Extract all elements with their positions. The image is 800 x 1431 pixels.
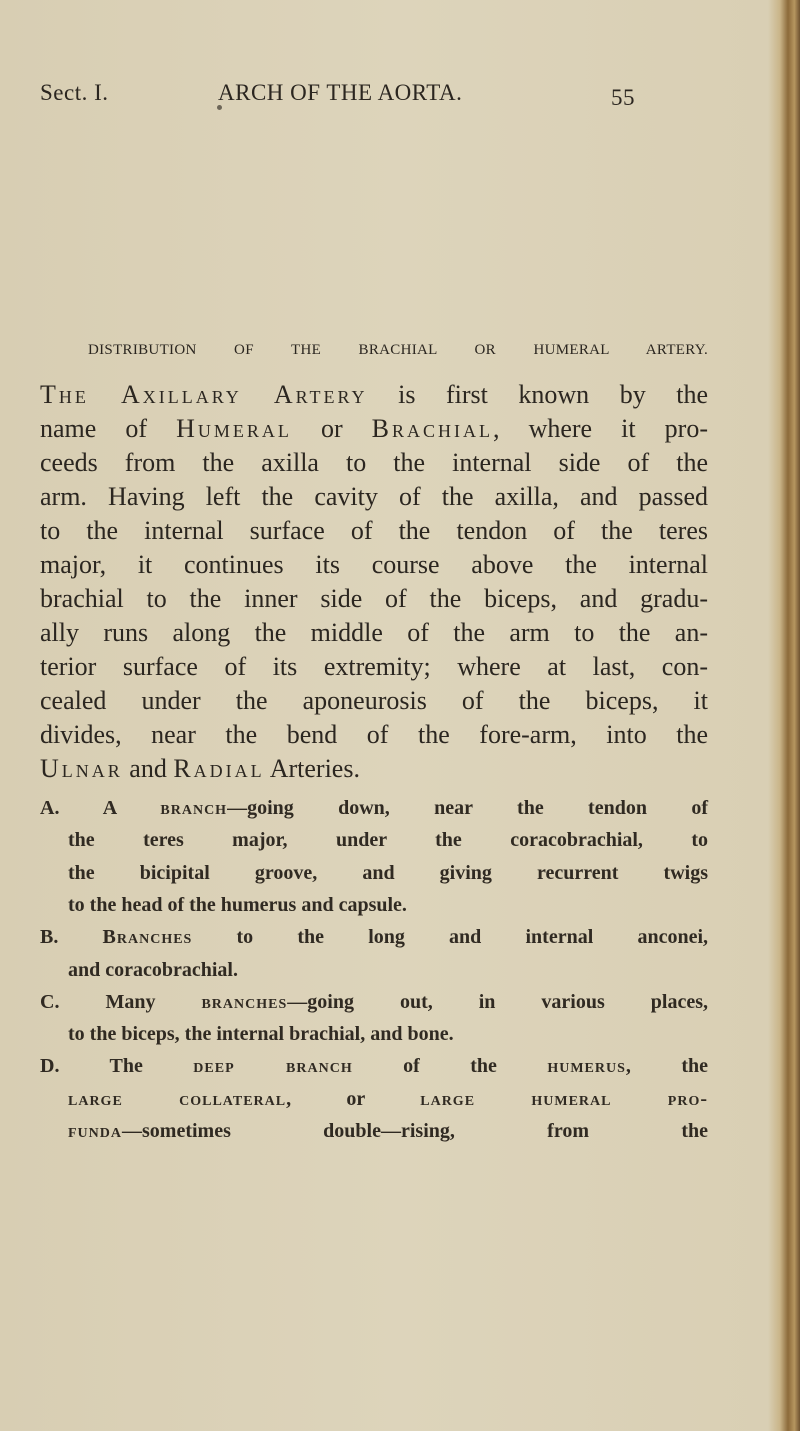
small-caps-term: large humeral pro- <box>420 1087 708 1110</box>
text-run: to the head of the humerus and capsule. <box>68 893 407 916</box>
list-item-a-line <box>40 797 708 820</box>
running-title: ARCH OF THE AORTA. <box>218 80 463 105</box>
small-caps-term: Humeral <box>176 414 292 443</box>
text-run: A. A <box>40 797 161 819</box>
list-item-d-line <box>68 1120 708 1143</box>
small-caps-term: humerus <box>547 1055 626 1078</box>
small-caps-term: The Axillary Artery <box>40 380 368 409</box>
text-run: the teres major, under the coracobrachial, to <box>68 829 708 852</box>
paragraph-line <box>40 482 708 512</box>
text-run: terior surface of its extremity; where at last, con- <box>40 652 708 681</box>
text-run: —sometimes double—rising, from the <box>122 1120 708 1142</box>
paragraph-line <box>40 720 708 750</box>
paragraph-line <box>40 380 708 410</box>
paragraph-line <box>40 686 708 716</box>
section-title: DISTRIBUTION OF THE BRACHIAL OR HUMERAL ARTERY. <box>88 342 708 358</box>
text-run: , or <box>286 1087 421 1110</box>
paragraph-line <box>40 516 708 546</box>
section-label: Sect. I. <box>40 80 109 105</box>
list-item-a-line <box>68 829 708 852</box>
small-caps-term: funda <box>68 1120 122 1142</box>
text-run: cealed under the aponeurosis of the biceps, it <box>40 686 708 715</box>
paragraph-line <box>40 584 708 614</box>
paragraph-line <box>40 754 708 784</box>
text-run: the bicipital groove, and giving recurrent twigs <box>68 861 708 884</box>
page-number: 55 <box>611 85 635 110</box>
list-item-d-line <box>40 1055 708 1078</box>
text-run: and <box>122 754 174 783</box>
text-run: or <box>291 414 372 443</box>
text-run: brachial to the inner side of the biceps, and gradu- <box>40 584 708 613</box>
small-caps-term: Brachial <box>371 414 494 443</box>
text-run: ally runs along the middle of the arm to the an- <box>40 618 708 647</box>
list-item-d-line <box>68 1088 708 1111</box>
text-run: —going down, near the tendon of <box>227 797 708 819</box>
list-item-b-line <box>68 959 708 982</box>
list-item-b-line <box>40 926 708 949</box>
text-run: of the <box>352 1055 548 1078</box>
small-caps-term: Radial <box>173 754 265 783</box>
text-run: to the biceps, the internal brachial, and bone. <box>68 1023 454 1046</box>
text-run: is first known by the <box>367 380 709 409</box>
list-item-a-line <box>68 894 708 917</box>
text-run: Arteries. <box>264 754 360 783</box>
text-run: arm. Having left the cavity of the axilla, and passed <box>40 482 708 511</box>
list-item-c-line <box>40 991 708 1014</box>
text-run: and coracobrachial. <box>68 958 238 981</box>
small-caps-term: branch <box>160 797 228 819</box>
text-run: , where it pro- <box>493 414 708 443</box>
small-caps-term: large collateral <box>68 1087 287 1110</box>
small-caps-term: Branches <box>102 926 193 949</box>
list-item-a-line <box>68 862 708 885</box>
text-run: D. The <box>40 1055 194 1078</box>
small-caps-term: branches <box>201 990 288 1013</box>
text-run: ceeds from the axilla to the internal side of the <box>40 448 708 477</box>
text-run: major, it continues its course above the internal <box>40 550 708 579</box>
text-run: , the <box>625 1055 708 1078</box>
text-run: to the internal surface of the tendon of the teres <box>40 516 708 545</box>
text-run: C. Many <box>40 990 202 1013</box>
paragraph-line <box>40 448 708 478</box>
paragraph-line <box>40 652 708 682</box>
text-run: —going out, in various places, <box>287 990 708 1013</box>
paragraph-line <box>40 414 708 444</box>
small-caps-term: Ulnar <box>40 754 123 783</box>
paragraph-line <box>40 550 708 580</box>
paragraph-line <box>40 618 708 648</box>
text-run: divides, near the bend of the fore-arm, into the <box>40 720 708 749</box>
text-run: to the long and internal anconei, <box>192 926 709 949</box>
text-run: B. <box>40 926 103 949</box>
small-caps-term: deep branch <box>193 1055 353 1078</box>
list-item-c-line <box>68 1023 708 1046</box>
text-run: name of <box>40 414 177 443</box>
